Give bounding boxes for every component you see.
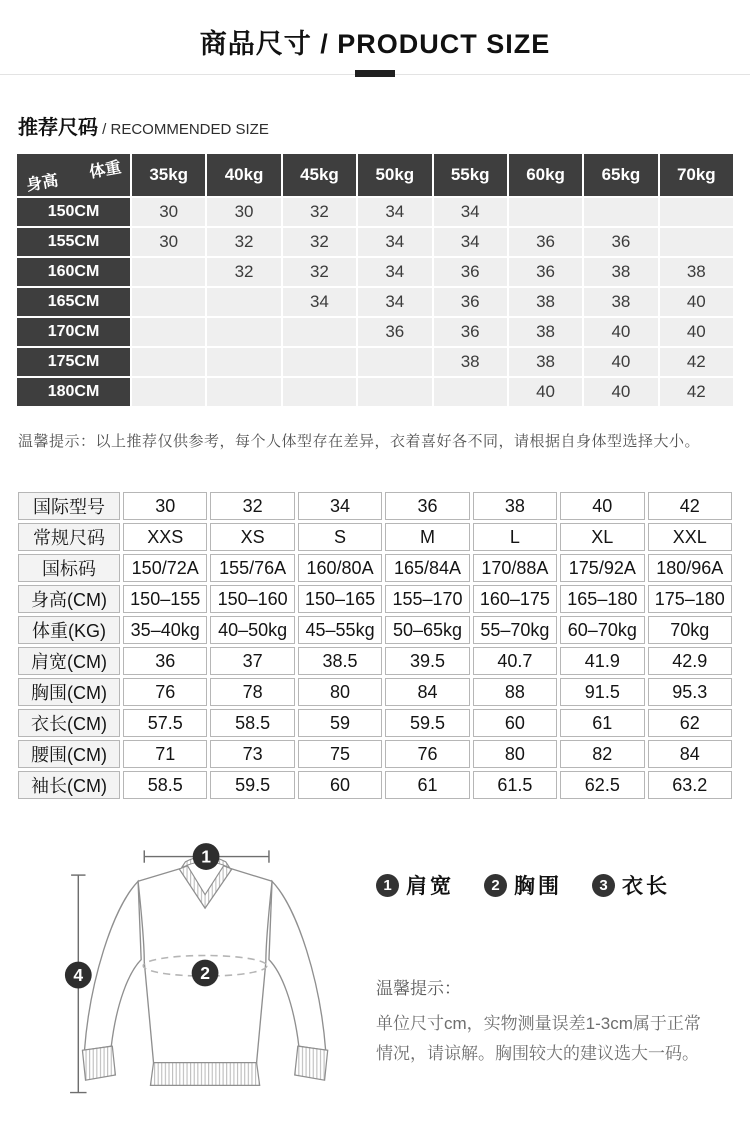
recommended-size-cell bbox=[132, 288, 205, 316]
size-detail-value-cell: XL bbox=[560, 523, 644, 551]
measurement-section bbox=[0, 838, 750, 1113]
legend-badge-icon: 1 bbox=[376, 874, 399, 897]
title-divider bbox=[0, 74, 750, 75]
weight-header-cell: 35kg bbox=[132, 154, 205, 196]
recommended-size-cell: 38 bbox=[509, 318, 582, 346]
recommended-size-cell: 34 bbox=[358, 228, 431, 256]
recommended-size-cell: 38 bbox=[509, 288, 582, 316]
height-header-cell: 170CM bbox=[17, 318, 130, 346]
recommended-size-cell bbox=[132, 378, 205, 406]
recommended-size-cell bbox=[132, 258, 205, 286]
recommended-size-cell: 38 bbox=[660, 258, 733, 286]
weight-header-cell: 40kg bbox=[207, 154, 280, 196]
recommended-size-cell: 40 bbox=[584, 318, 657, 346]
size-detail-value-cell: 62.5 bbox=[560, 771, 644, 799]
recommended-size-cell: 42 bbox=[660, 378, 733, 406]
size-detail-value-cell: 160/80A bbox=[298, 554, 382, 582]
size-detail-value-cell: 155–170 bbox=[385, 585, 469, 613]
recommended-size-cell: 40 bbox=[584, 378, 657, 406]
recommended-size-cell: 36 bbox=[434, 258, 507, 286]
size-detail-row bbox=[18, 554, 732, 582]
sweater-illustration bbox=[38, 838, 368, 1108]
size-detail-value-cell: 36 bbox=[123, 647, 207, 675]
right-sleeve bbox=[269, 881, 326, 1050]
size-detail-value-cell: 75 bbox=[298, 740, 382, 768]
size-detail-value-cell: 61.5 bbox=[473, 771, 557, 799]
size-detail-label-cell: 国际型号 bbox=[18, 492, 120, 520]
recommended-size-cell bbox=[283, 378, 356, 406]
weight-header-cell: 55kg bbox=[434, 154, 507, 196]
size-detail-value-cell: 150–155 bbox=[123, 585, 207, 613]
recommended-size-cell bbox=[132, 318, 205, 346]
shoulder-badge bbox=[193, 843, 220, 870]
size-detail-value-cell: 80 bbox=[298, 678, 382, 706]
hem-band bbox=[150, 1063, 259, 1086]
size-detail-value-cell: 40.7 bbox=[473, 647, 557, 675]
recommended-size-cell: 36 bbox=[434, 318, 507, 346]
size-detail-value-cell: 35–40kg bbox=[123, 616, 207, 644]
recommended-size-cell: 34 bbox=[358, 258, 431, 286]
size-detail-value-cell: 180/96A bbox=[648, 554, 732, 582]
size-detail-value-cell: L bbox=[473, 523, 557, 551]
size-detail-row bbox=[18, 492, 732, 520]
recommended-table-row bbox=[17, 198, 733, 226]
recommended-size-cell bbox=[358, 348, 431, 376]
recommended-size-cell bbox=[434, 378, 507, 406]
size-detail-value-cell: 80 bbox=[473, 740, 557, 768]
size-detail-value-cell: 61 bbox=[385, 771, 469, 799]
recommended-size-cell bbox=[660, 198, 733, 226]
recommended-table-row bbox=[17, 348, 733, 376]
size-detail-value-cell: 41.9 bbox=[560, 647, 644, 675]
size-detail-row bbox=[18, 771, 732, 799]
recommended-size-cell: 32 bbox=[283, 258, 356, 286]
size-detail-value-cell: 59 bbox=[298, 709, 382, 737]
recommended-size-cell: 38 bbox=[434, 348, 507, 376]
height-header-cell: 165CM bbox=[17, 288, 130, 316]
height-header-cell: 160CM bbox=[17, 258, 130, 286]
recommended-size-cell: 42 bbox=[660, 348, 733, 376]
corner-weight-label: 体重 bbox=[88, 159, 123, 182]
size-detail-value-cell: 150–160 bbox=[210, 585, 294, 613]
recommended-table-row bbox=[17, 318, 733, 346]
size-detail-value-cell: 42.9 bbox=[648, 647, 732, 675]
size-detail-value-cell: 84 bbox=[385, 678, 469, 706]
recommended-size-cell bbox=[584, 198, 657, 226]
size-detail-value-cell: 58.5 bbox=[123, 771, 207, 799]
size-detail-value-cell: 30 bbox=[123, 492, 207, 520]
recommended-size-heading bbox=[18, 111, 750, 140]
recommended-size-section bbox=[0, 111, 750, 451]
size-detail-value-cell: 73 bbox=[210, 740, 294, 768]
recommended-size-cell: 30 bbox=[132, 198, 205, 226]
recommended-size-cell bbox=[283, 348, 356, 376]
size-detail-value-cell: 84 bbox=[648, 740, 732, 768]
size-detail-value-cell: 71 bbox=[123, 740, 207, 768]
recommended-table-row bbox=[17, 378, 733, 406]
height-header-cell: 150CM bbox=[17, 198, 130, 226]
title-accent-bar bbox=[355, 70, 395, 77]
right-cuff bbox=[295, 1046, 328, 1080]
chest-badge-number: 2 bbox=[200, 963, 210, 984]
size-detail-value-cell: 150–165 bbox=[298, 585, 382, 613]
recommended-size-cell bbox=[132, 348, 205, 376]
recommended-size-cell: 32 bbox=[283, 198, 356, 226]
recommended-size-cell: 38 bbox=[509, 348, 582, 376]
recommended-size-cell: 34 bbox=[434, 198, 507, 226]
shoulder-badge-number: 1 bbox=[201, 846, 211, 867]
left-sleeve bbox=[84, 881, 141, 1050]
recommended-size-cell: 40 bbox=[660, 288, 733, 316]
corner-cell bbox=[17, 154, 130, 196]
weight-header-cell: 65kg bbox=[584, 154, 657, 196]
legend-item bbox=[376, 870, 454, 900]
size-detail-row bbox=[18, 709, 732, 737]
size-detail-value-cell: XXS bbox=[123, 523, 207, 551]
legend-label: 衣长 bbox=[622, 875, 670, 898]
size-detail-value-cell: 175–180 bbox=[648, 585, 732, 613]
size-detail-value-cell: 60 bbox=[473, 709, 557, 737]
recommended-size-cell bbox=[660, 228, 733, 256]
size-detail-value-cell: 58.5 bbox=[210, 709, 294, 737]
measurement-info bbox=[368, 838, 750, 1113]
bottom-tip-line-2: 情况，请谅解。胸围较大的建议选大一码。 bbox=[376, 1044, 699, 1063]
recommended-heading-en: / RECOMMENDED SIZE bbox=[98, 121, 269, 138]
size-detail-value-cell: 70kg bbox=[648, 616, 732, 644]
sweater-diagram bbox=[38, 838, 368, 1113]
size-detail-value-cell: 76 bbox=[123, 678, 207, 706]
size-detail-value-cell: 32 bbox=[210, 492, 294, 520]
size-detail-label-cell: 国标码 bbox=[18, 554, 120, 582]
legend-label: 胸围 bbox=[514, 875, 562, 898]
size-detail-value-cell: 160–175 bbox=[473, 585, 557, 613]
bottom-tip-line-1: 单位尺寸cm，实物测量误差1-3cm属于正常 bbox=[376, 1014, 701, 1033]
size-detail-value-cell: 36 bbox=[385, 492, 469, 520]
size-detail-value-cell: 61 bbox=[560, 709, 644, 737]
recommended-size-cell bbox=[509, 198, 582, 226]
recommended-size-cell bbox=[207, 318, 280, 346]
recommended-table-row bbox=[17, 288, 733, 316]
size-detail-value-cell: 150/72A bbox=[123, 554, 207, 582]
size-detail-value-cell: S bbox=[298, 523, 382, 551]
recommended-size-table bbox=[15, 152, 735, 408]
size-detail-value-cell: 38.5 bbox=[298, 647, 382, 675]
page-title bbox=[0, 22, 750, 61]
size-detail-value-cell: 45–55kg bbox=[298, 616, 382, 644]
recommended-size-cell: 30 bbox=[207, 198, 280, 226]
legend-badge-icon: 3 bbox=[592, 874, 615, 897]
recommended-size-cell: 32 bbox=[283, 228, 356, 256]
recommended-size-cell: 40 bbox=[509, 378, 582, 406]
recommended-size-cell: 32 bbox=[207, 258, 280, 286]
size-detail-value-cell: 40–50kg bbox=[210, 616, 294, 644]
length-badge bbox=[65, 962, 92, 989]
left-cuff bbox=[82, 1046, 115, 1080]
recommended-size-cell: 40 bbox=[660, 318, 733, 346]
recommended-size-cell: 38 bbox=[584, 288, 657, 316]
recommended-size-cell: 30 bbox=[132, 228, 205, 256]
size-detail-value-cell: 175/92A bbox=[560, 554, 644, 582]
page-title-zh: 商品尺寸 bbox=[199, 29, 312, 59]
size-detail-value-cell: XXL bbox=[648, 523, 732, 551]
size-detail-value-cell: 165/84A bbox=[385, 554, 469, 582]
size-detail-label-cell: 常规尺码 bbox=[18, 523, 120, 551]
length-badge-number: 4 bbox=[73, 965, 84, 986]
size-detail-value-cell: 170/88A bbox=[473, 554, 557, 582]
page-header bbox=[0, 0, 750, 75]
size-detail-value-cell: 63.2 bbox=[648, 771, 732, 799]
size-detail-value-cell: 165–180 bbox=[560, 585, 644, 613]
recommended-size-cell: 36 bbox=[509, 228, 582, 256]
legend-item bbox=[484, 870, 562, 900]
measurement-legend bbox=[376, 870, 750, 900]
size-detail-value-cell: 57.5 bbox=[123, 709, 207, 737]
recommended-size-cell: 34 bbox=[358, 288, 431, 316]
size-detail-value-cell: 34 bbox=[298, 492, 382, 520]
size-detail-table bbox=[15, 489, 735, 802]
height-header-cell: 175CM bbox=[17, 348, 130, 376]
size-detail-value-cell: 59.5 bbox=[210, 771, 294, 799]
height-header-cell: 155CM bbox=[17, 228, 130, 256]
size-detail-value-cell: 95.3 bbox=[648, 678, 732, 706]
weight-header-cell: 45kg bbox=[283, 154, 356, 196]
legend-label: 肩宽 bbox=[406, 875, 454, 898]
recommended-table-row bbox=[17, 228, 733, 256]
size-detail-row bbox=[18, 740, 732, 768]
recommended-size-cell: 34 bbox=[434, 228, 507, 256]
size-detail-value-cell: M bbox=[385, 523, 469, 551]
size-detail-value-cell: 37 bbox=[210, 647, 294, 675]
legend-item bbox=[592, 870, 670, 900]
recommended-heading-zh: 推荐尺码 bbox=[18, 117, 98, 139]
recommended-size-cell: 36 bbox=[584, 228, 657, 256]
recommended-size-cell: 32 bbox=[207, 228, 280, 256]
size-detail-label-cell: 袖长(CM) bbox=[18, 771, 120, 799]
size-detail-row bbox=[18, 585, 732, 613]
recommended-size-cell: 38 bbox=[584, 258, 657, 286]
size-detail-value-cell: 40 bbox=[560, 492, 644, 520]
size-detail-value-cell: 155/76A bbox=[210, 554, 294, 582]
size-detail-value-cell: 55–70kg bbox=[473, 616, 557, 644]
recommended-size-cell: 34 bbox=[283, 288, 356, 316]
bottom-tip-heading: 温馨提示： bbox=[376, 979, 461, 998]
recommended-size-cell bbox=[207, 288, 280, 316]
size-detail-section bbox=[0, 489, 750, 802]
size-detail-row bbox=[18, 523, 732, 551]
size-detail-label-cell: 肩宽(CM) bbox=[18, 647, 120, 675]
legend-badge-icon: 2 bbox=[484, 874, 507, 897]
size-detail-value-cell: XS bbox=[210, 523, 294, 551]
size-detail-value-cell: 39.5 bbox=[385, 647, 469, 675]
size-detail-label-cell: 腰围(CM) bbox=[18, 740, 120, 768]
recommended-size-cell bbox=[207, 348, 280, 376]
recommended-size-cell: 34 bbox=[358, 198, 431, 226]
size-detail-value-cell: 76 bbox=[385, 740, 469, 768]
corner-height-label: 身高 bbox=[25, 172, 60, 195]
size-detail-label-cell: 身高(CM) bbox=[18, 585, 120, 613]
weight-header-cell: 60kg bbox=[509, 154, 582, 196]
size-detail-value-cell: 78 bbox=[210, 678, 294, 706]
size-detail-value-cell: 88 bbox=[473, 678, 557, 706]
size-detail-value-cell: 60 bbox=[298, 771, 382, 799]
weight-header-cell: 70kg bbox=[660, 154, 733, 196]
recommended-size-cell bbox=[358, 378, 431, 406]
size-detail-row bbox=[18, 678, 732, 706]
size-detail-label-cell: 体重(KG) bbox=[18, 616, 120, 644]
size-detail-value-cell: 59.5 bbox=[385, 709, 469, 737]
size-detail-label-cell: 胸围(CM) bbox=[18, 678, 120, 706]
recommended-size-cell: 36 bbox=[509, 258, 582, 286]
recommended-size-cell bbox=[207, 378, 280, 406]
recommended-size-cell: 36 bbox=[434, 288, 507, 316]
size-detail-value-cell: 62 bbox=[648, 709, 732, 737]
size-detail-value-cell: 82 bbox=[560, 740, 644, 768]
recommended-size-cell bbox=[283, 318, 356, 346]
recommended-size-cell: 40 bbox=[584, 348, 657, 376]
size-detail-row bbox=[18, 616, 732, 644]
size-detail-value-cell: 60–70kg bbox=[560, 616, 644, 644]
recommended-table-row bbox=[17, 258, 733, 286]
bottom-tip bbox=[376, 974, 750, 1069]
size-detail-value-cell: 42 bbox=[648, 492, 732, 520]
recommended-size-tip: 温馨提示：以上推荐仅供参考，每个人体型存在差异，衣着喜好各不同，请根据自身体型选择大小。 bbox=[18, 433, 701, 450]
weight-header-cell: 50kg bbox=[358, 154, 431, 196]
size-detail-row bbox=[18, 647, 732, 675]
page-title-en: / PRODUCT SIZE bbox=[311, 29, 551, 59]
size-detail-value-cell: 38 bbox=[473, 492, 557, 520]
chest-badge bbox=[192, 960, 219, 987]
size-detail-value-cell: 91.5 bbox=[560, 678, 644, 706]
size-detail-label-cell: 衣长(CM) bbox=[18, 709, 120, 737]
recommended-size-cell: 36 bbox=[358, 318, 431, 346]
size-detail-value-cell: 50–65kg bbox=[385, 616, 469, 644]
height-header-cell: 180CM bbox=[17, 378, 130, 406]
